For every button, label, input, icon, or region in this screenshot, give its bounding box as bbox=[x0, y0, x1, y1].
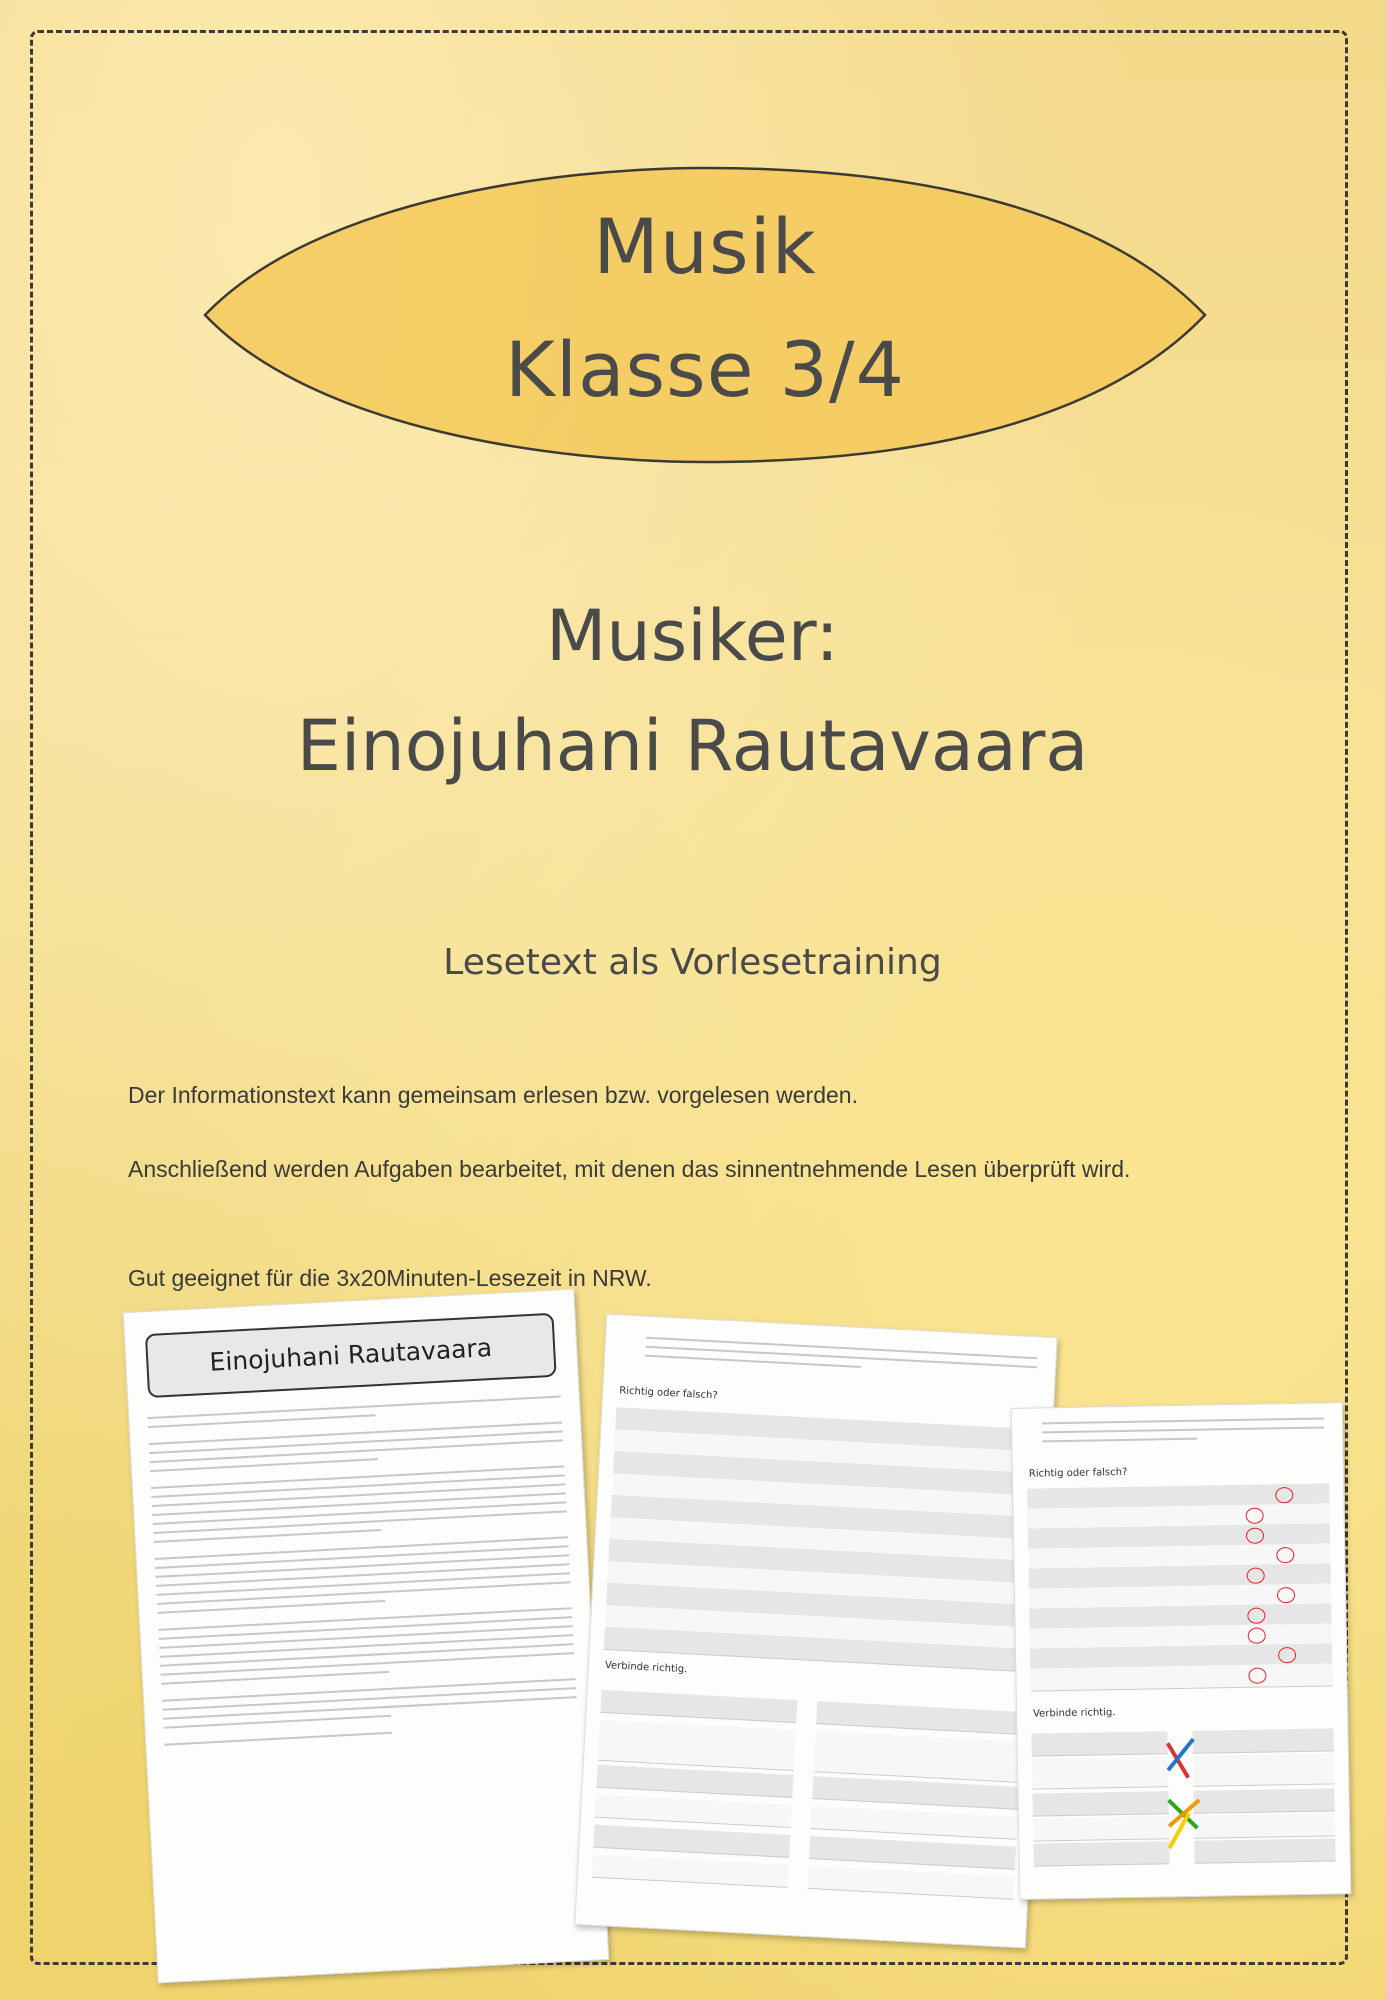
paragraph-1: Der Informationstext kann gemeinsam erlesen bzw. vorgelesen werden. bbox=[128, 1082, 858, 1108]
solution-heading-match: Verbinde richtig. bbox=[1032, 1707, 1116, 1720]
task-heading-true-false: Richtig oder falsch? bbox=[619, 1385, 718, 1402]
subtitle: Lesetext als Vorlesetraining bbox=[443, 942, 942, 983]
paragraph-3: Gut geeignet für die 3x20Minuten-Lesezeit in NRW. bbox=[128, 1265, 652, 1291]
title-grade: Klasse 3/4 bbox=[505, 325, 905, 414]
preview-sheet-text bbox=[123, 1289, 610, 1984]
preview-sheet-tasks bbox=[574, 1314, 1057, 1949]
preview-sheet-solutions bbox=[1011, 1402, 1352, 1900]
text-block bbox=[147, 1395, 578, 1752]
task-heading-match: Verbinde richtig. bbox=[604, 1660, 688, 1676]
heading-line-1: Musiker: bbox=[546, 595, 839, 677]
title-subject: Musik bbox=[593, 202, 817, 291]
heading-line-2: Einojuhani Rautavaara bbox=[296, 705, 1089, 787]
sheet-title: Einojuhani Rautavaara bbox=[145, 1313, 557, 1398]
solution-heading-true-false: Richtig oder falsch? bbox=[1028, 1466, 1128, 1480]
title-ellipse bbox=[195, 160, 1215, 470]
paragraph-2: Anschließend werden Aufgaben bearbeitet, mit denen das sinnentnehmende Lesen überprüft wird. bbox=[128, 1156, 1131, 1182]
